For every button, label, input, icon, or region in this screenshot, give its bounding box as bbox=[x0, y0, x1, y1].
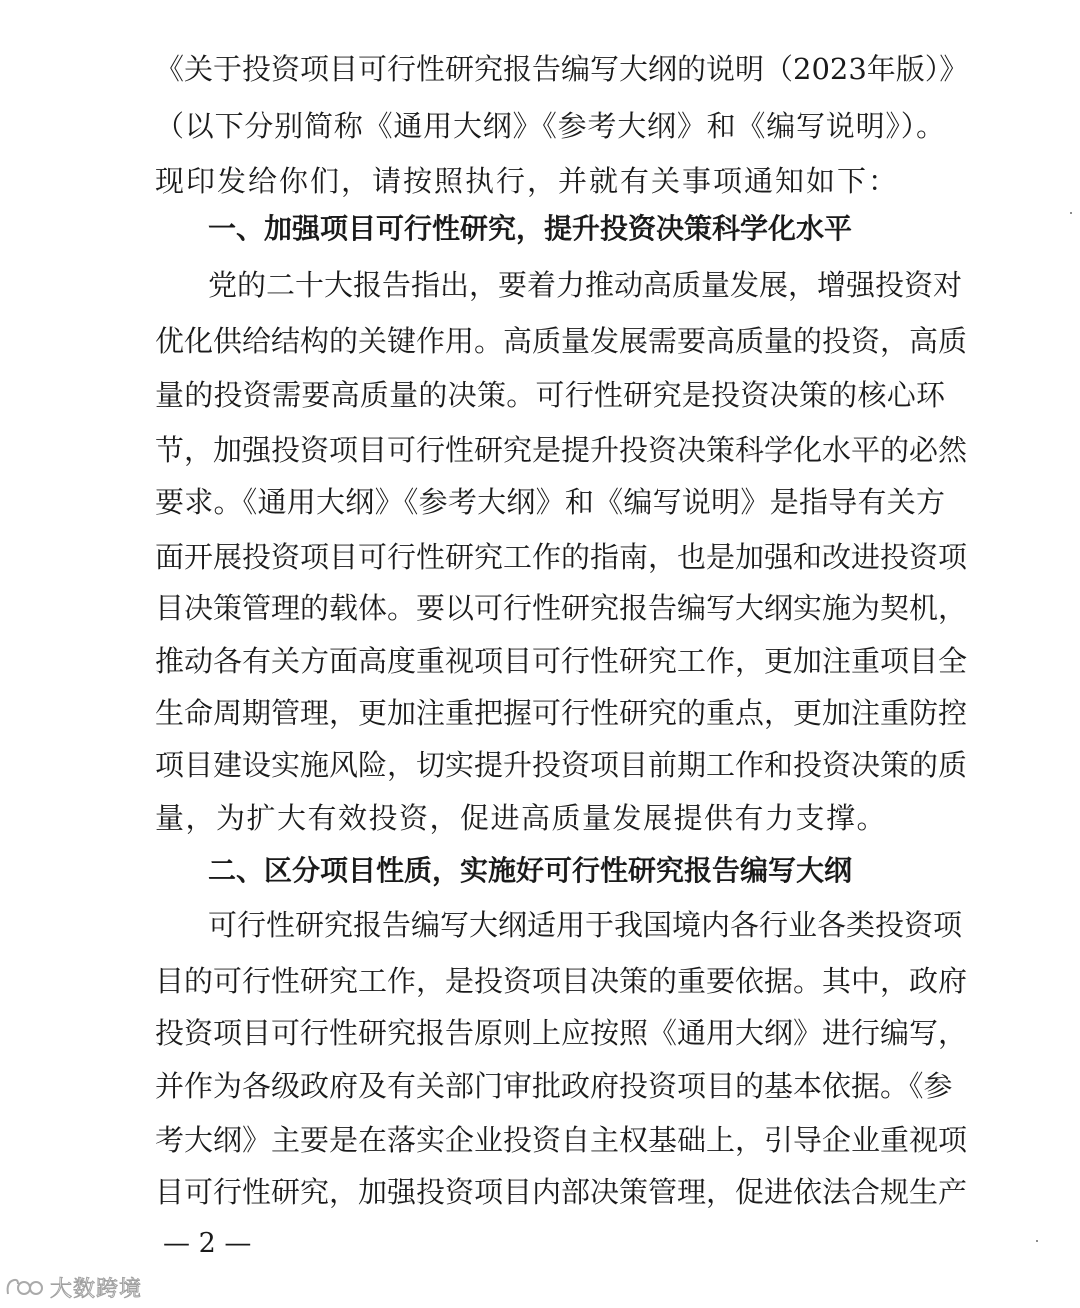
intro-line-1: 《关于投资项目可行性研究报告编写大纲的说明（2023年版）》 bbox=[155, 52, 969, 86]
section1-paragraph-line: 节，加强投资项目可行性研究是提升投资决策科学化水平的必然 bbox=[155, 433, 968, 467]
section1-paragraph-line: 面开展投资项目可行性研究工作的指南，也是加强和改进投资项 bbox=[155, 540, 968, 574]
section2-paragraph-line: 可行性研究报告编写大纲适用于我国境内各行业各类投资项 bbox=[208, 908, 963, 942]
section1-paragraph-line: 量，为扩大有效投资，促进高质量发展提供有力支撑。 bbox=[155, 801, 888, 835]
watermark-text: 大数跨境 bbox=[50, 1276, 143, 1302]
scan-speck bbox=[1070, 212, 1072, 214]
section1-paragraph-line: 要求。《通用大纲》《参考大纲》和《编写说明》是指导有关方 bbox=[155, 485, 945, 519]
scan-speck bbox=[1036, 1240, 1038, 1242]
intro-line-3: 现印发给你们，请按照执行，并就有关事项通知如下： bbox=[155, 164, 900, 198]
section2-paragraph-line: 考大纲》主要是在落实企业投资自主权基础上，引导企业重视项 bbox=[155, 1123, 968, 1157]
section2-paragraph-line: 并作为各级政府及有关部门审批政府投资项目的基本依据。《参 bbox=[155, 1069, 953, 1103]
section1-paragraph-line: 推动各有关方面高度重视项目可行性研究工作，更加注重项目全 bbox=[155, 644, 968, 678]
page-number: — 2 — bbox=[163, 1228, 252, 1259]
watermark bbox=[4, 1272, 142, 1302]
intro-line-2: （以下分别简称《通用大纲》《参考大纲》和《编写说明》）。 bbox=[155, 109, 945, 143]
section2-paragraph-line: 目的可行性研究工作，是投资项目决策的重要依据。其中，政府 bbox=[155, 964, 968, 998]
brand-logo-icon bbox=[4, 1274, 44, 1300]
section1-paragraph-line: 量的投资需要高质量的决策。可行性研究是投资决策的核心环 bbox=[155, 378, 945, 412]
section1-paragraph-line: 党的二十大报告指出，要着力推动高质量发展，增强投资对 bbox=[208, 268, 963, 302]
section1-paragraph-line: 生命周期管理，更加注重把握可行性研究的重点，更加注重防控 bbox=[155, 696, 968, 730]
section2-paragraph-line: 投资项目可行性研究报告原则上应按照《通用大纲》进行编写， bbox=[155, 1016, 968, 1050]
section2-heading: 二、区分项目性质，实施好可行性研究报告编写大纲 bbox=[208, 854, 853, 887]
section1-heading: 一、加强项目可行性研究，提升投资决策科学化水平 bbox=[208, 212, 853, 245]
section1-paragraph-line: 目决策管理的载体。要以可行性研究报告编写大纲实施为契机， bbox=[155, 591, 968, 625]
section1-paragraph-line: 优化供给结构的关键作用。高质量发展需要高质量的投资，高质 bbox=[155, 324, 968, 358]
section1-paragraph-line: 项目建设实施风险，切实提升投资项目前期工作和投资决策的质 bbox=[155, 748, 968, 782]
section2-paragraph-line: 目可行性研究，加强投资项目内部决策管理，促进依法合规生产 bbox=[155, 1175, 968, 1209]
